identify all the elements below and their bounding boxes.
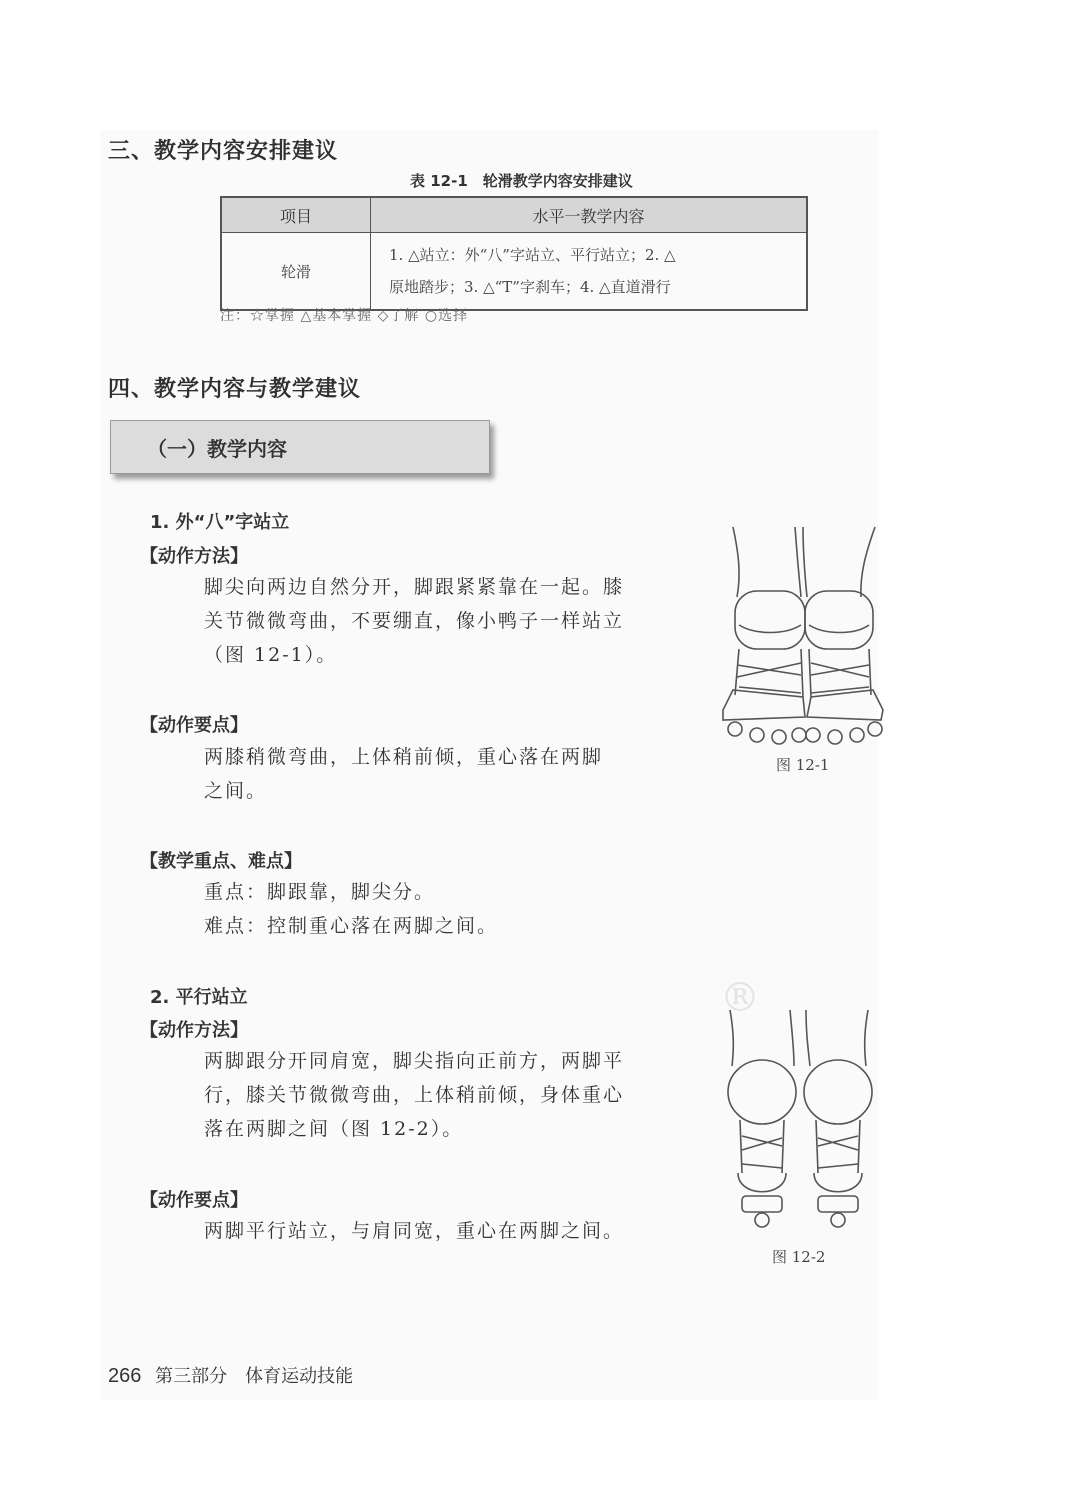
item1-method-text <box>204 570 624 672</box>
table-header-content: 水平一教学内容 <box>371 197 808 233</box>
text-line: （图 12-1）。 <box>204 644 338 666</box>
figure-12-2-illustration <box>718 1008 883 1233</box>
section3-heading: 三、教学内容安排建议 <box>108 139 339 164</box>
table-content-line: 1. △站立：外“八”字站立、平行站立；2. △ <box>389 246 676 264</box>
text-line: 之间。 <box>204 780 268 802</box>
subsection-title: （一）教学内容 <box>147 437 287 461</box>
figure-12-1-illustration <box>715 525 885 750</box>
figure-12-2-caption: 图 12-2 <box>772 1248 826 1266</box>
item1-method-tag: 【动作方法】 <box>140 546 248 567</box>
figure-12-1-caption: 图 12-1 <box>776 756 830 774</box>
table-note: 注：☆掌握 △基本掌握 ◇了解 ○选择 <box>220 308 469 324</box>
item2-keypoints-text <box>204 1214 624 1248</box>
text-line: 难点：控制重心落在两脚之间。 <box>204 915 499 937</box>
item2-method-tag: 【动作方法】 <box>140 1020 248 1041</box>
item1-title: 1. 外“八”字站立 <box>150 512 290 533</box>
item1-keypoints-text <box>204 740 603 808</box>
content-table <box>220 196 808 311</box>
table-caption: 表 12-1 轮滑教学内容安排建议 <box>410 172 633 190</box>
item2-title: 2. 平行站立 <box>150 987 248 1008</box>
text-line: 重点：脚跟靠，脚尖分。 <box>204 881 436 903</box>
text-line: 两膝稍微弯曲，上体稍前倾，重心落在两脚 <box>204 746 604 768</box>
item2-keypoints-tag: 【动作要点】 <box>140 1190 248 1211</box>
table-content-line: 原地踏步；3. △“T”字刹车；4. △直道滑行 <box>389 278 671 296</box>
page-footer <box>108 1362 353 1388</box>
text-line: 脚尖向两边自然分开，脚跟紧紧靠在一起。膝 <box>204 576 625 598</box>
table-row <box>221 233 807 311</box>
table-cell-item: 轮滑 <box>221 233 371 311</box>
table-header-item: 项目 <box>221 197 371 233</box>
watermark: ® <box>720 975 760 1021</box>
item1-keypoints-tag: 【动作要点】 <box>140 715 248 736</box>
text-line: 行，膝关节微微弯曲，上体稍前倾，身体重心 <box>204 1084 625 1106</box>
text-line: 关节微微弯曲，不要绷直，像小鸭子一样站立 <box>204 610 625 632</box>
table-cell-content <box>371 233 808 311</box>
table-header-row <box>221 197 807 233</box>
item1-focus-text <box>204 875 498 943</box>
footer-part-title: 第三部分 体育运动技能 <box>155 1366 354 1387</box>
text-line: 两脚跟分开同肩宽，脚尖指向正前方，两脚平 <box>204 1050 625 1072</box>
section4-heading: 四、教学内容与教学建议 <box>108 377 362 402</box>
item1-focus-tag: 【教学重点、难点】 <box>140 851 302 872</box>
page-number: 266 <box>108 1365 142 1387</box>
text-line: 落在两脚之间（图 12-2）。 <box>204 1118 464 1140</box>
item2-method-text <box>204 1044 624 1146</box>
subsection-box <box>110 420 490 474</box>
text-line: 两脚平行站立，与肩同宽，重心在两脚之间。 <box>204 1220 625 1242</box>
